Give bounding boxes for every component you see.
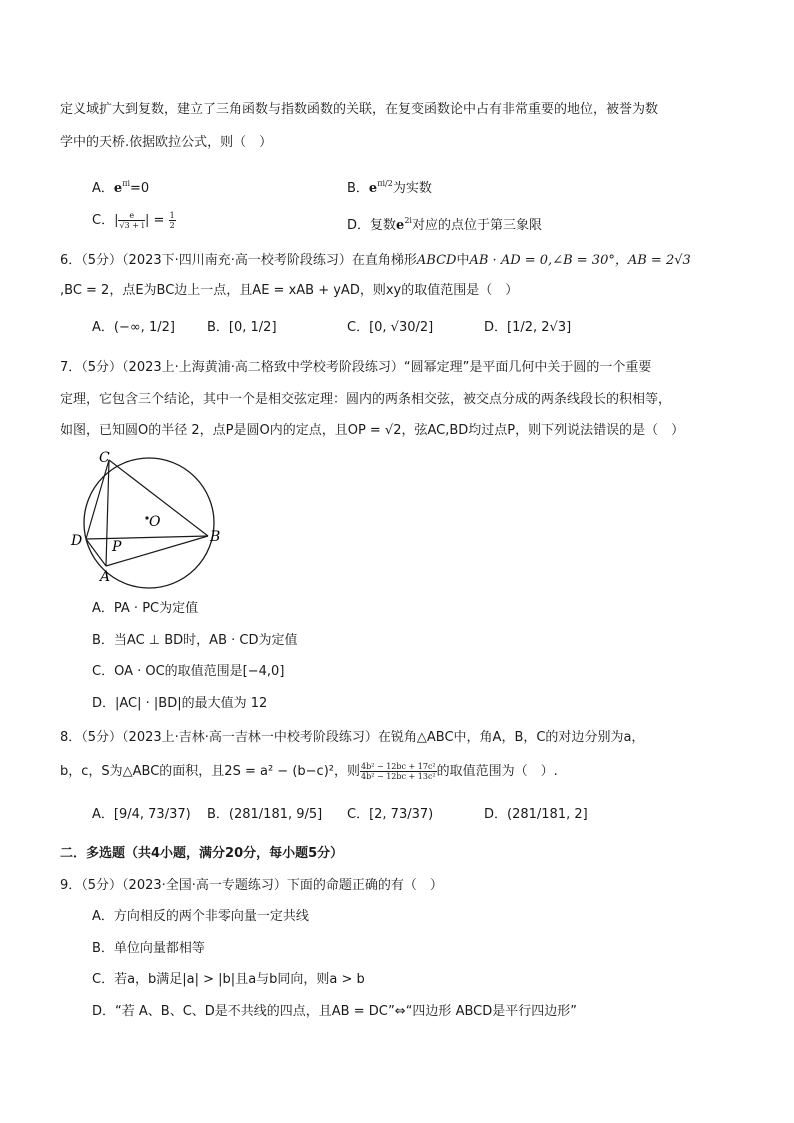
label-d: D: [71, 533, 83, 549]
q7-option-b[interactable]: B．当AC ⊥ BD时，AB · CD为定值: [92, 633, 298, 648]
q6-option-c[interactable]: C．[0, √30/2]: [347, 320, 434, 335]
label-p: P: [112, 539, 122, 555]
q8-option-d[interactable]: D．(281/181, 2]: [484, 807, 588, 822]
q5-option-a[interactable]: A．$e^{\pi i}=0$: [92, 179, 150, 196]
q5-c-fraction: $\frac{e}{√3 + i}$: [119, 211, 145, 230]
q8-option-a[interactable]: A．[9/4, 73/37): [92, 807, 191, 822]
q8-line-2: b，c，S为△ABC的面积，且2S = a² − (b−c)²，则 $\frac{\text{4b² − 12bc + 17c²}}{\text{4b² − 12bc + 13c²}}$ 的取值范围为（ ）.: [60, 762, 558, 781]
q5-option-d[interactable]: D．复数$e^{2i}$对应的点位于第三象限: [347, 216, 542, 233]
q7-option-c[interactable]: C．OA · OC的取值范围是[−4,0]: [92, 664, 285, 679]
q8-option-c[interactable]: C．[2, 73/37): [347, 807, 434, 822]
q6-line-1: 6．（5分）（2023下·四川南充·高一校考阶段练习）在直角梯形ABCD中AB · AD = 0,∠B = 30°，AB = 2√3: [60, 253, 691, 268]
q7-option-a[interactable]: A．PA · PC为定值: [92, 601, 199, 616]
q8-line-1: 8．（5分）（2023上·吉林·高一吉林一中校考阶段练习）在锐角△ABC中，角A，B，C的对边分别为a，: [60, 730, 645, 745]
q6-option-a[interactable]: A．(−∞, 1/2]: [92, 320, 175, 335]
section-title-multiple-choice: 二．多选题（共4小题，满分20分，每小题5分）: [60, 846, 344, 861]
q7-line-1: 7．（5分）（2023上·上海黄浦·高二格致中学校考阶段练习）“圆幂定理”是平面几何中关于圆的一个重要: [60, 360, 652, 375]
segment-da: [86, 539, 106, 566]
q5-c-rhs-fraction: $\frac{1}{2}$: [169, 211, 175, 230]
label-a: A: [100, 569, 111, 585]
q9-option-d[interactable]: D．“若 A、B、C、D是不共线的四点，且AB = DC”⇔“四边形 ABCD是平行四边形”: [92, 1004, 577, 1019]
q9-option-a[interactable]: A．方向相反的两个非零向量一定共线: [92, 909, 309, 924]
chord-ac: [106, 460, 109, 566]
q8-fraction: $\frac{\text{4b² − 12bc + 17c²}}{\text{4b² − 12bc + 13c²}}$: [360, 762, 436, 781]
q6-option-b[interactable]: B．[0, 1/2]: [207, 320, 277, 335]
circle-diagram: [60, 440, 230, 590]
q6-option-d[interactable]: D．[1/2, 2√3]: [484, 320, 572, 335]
q6-line-2: ,BC = 2，点E为BC边上一点，且AE = xAB + yAD，则xy的取值范围是（ ）: [60, 283, 519, 298]
label-c: C: [99, 450, 110, 466]
intro-line-2: 学中的天桥.依据欧拉公式，则（ ）: [60, 135, 273, 150]
q9-option-b[interactable]: B．单位向量都相等: [92, 941, 205, 956]
label-b: B: [210, 529, 221, 545]
q5-option-b[interactable]: B．$e^{\pi i/2}$为实数: [347, 179, 432, 196]
chord-db: [86, 536, 208, 539]
intro-line-1: 定义域扩大到复数，建立了三角函数与指数函数的关联，在复变函数论中占有非常重要的地位，被誉为数: [60, 102, 659, 117]
q8-option-b[interactable]: B．(281/181, 9/5]: [207, 807, 323, 822]
q7-line-3: 如图，已知圆O的半径 2，点P是圆O内的定点，且OP = √2，弦AC,BD均过点P，则下列说法错误的是（ ）: [60, 423, 685, 438]
segment-cd: [86, 460, 109, 539]
q5-option-c[interactable]: C．| $\frac{e}{√3 + i}$ | = $\frac{1}{2}$: [92, 211, 175, 230]
q9-option-c[interactable]: C．若a，b满足|a| > |b|且a与b同向，则a > b: [92, 972, 365, 987]
q7-option-d[interactable]: D．|AC| · |BD|的最大值为 12: [92, 696, 268, 711]
q7-line-2: 定理，它包含三个结论，其中一个是相交弦定理：圆内的两条相交弦，被交点分成的两条线段长的积相等，: [60, 392, 672, 407]
label-o: O: [149, 514, 161, 530]
q9-line-1: 9．（5分）（2023·全国·高一专题练习）下面的命题正确的有（ ）: [60, 878, 443, 893]
